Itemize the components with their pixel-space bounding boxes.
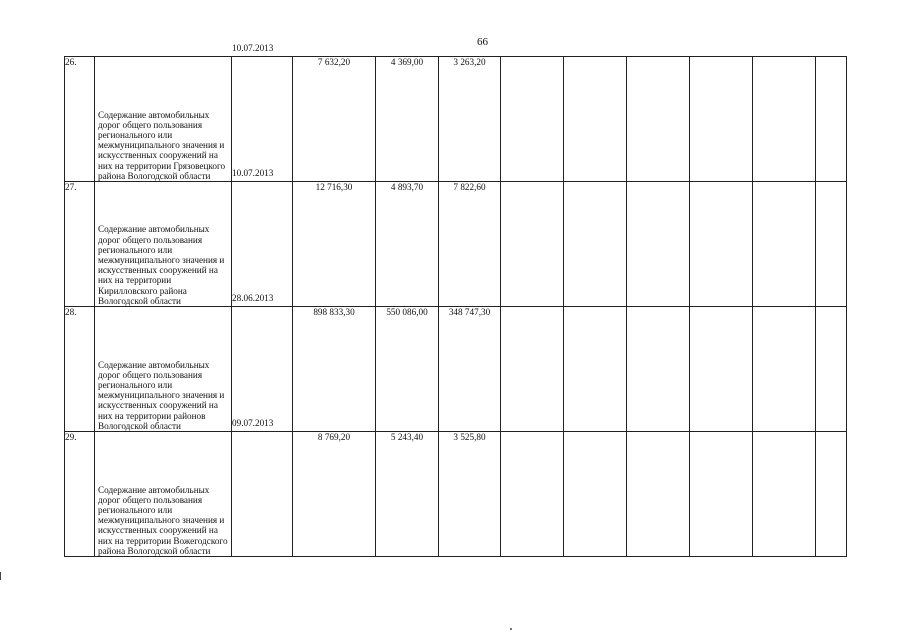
table-body bbox=[65, 43, 847, 557]
row-date: 10.07.2013 bbox=[232, 168, 274, 178]
empty-cell bbox=[753, 57, 816, 182]
empty-cell bbox=[501, 182, 564, 307]
empty-cell bbox=[753, 182, 816, 307]
row-value-3: 348 747,30 bbox=[439, 307, 501, 432]
row-number: 28. bbox=[65, 307, 95, 432]
empty-cell bbox=[753, 432, 816, 557]
row-value-total: 898 833,30 bbox=[293, 307, 376, 432]
table-row bbox=[65, 57, 847, 182]
empty-cell bbox=[816, 182, 847, 307]
empty-cell bbox=[627, 182, 690, 307]
row-date: 10.07.2013 bbox=[232, 43, 274, 53]
empty-cell bbox=[690, 57, 753, 182]
row-value-3: 3 525,80 bbox=[439, 432, 501, 557]
row-date-cell bbox=[232, 43, 293, 182]
empty-cell bbox=[564, 307, 627, 432]
row-value-2: 4 893,70 bbox=[376, 182, 439, 307]
empty-cell bbox=[627, 57, 690, 182]
row-date-cell bbox=[232, 418, 293, 557]
report-table bbox=[64, 43, 847, 557]
row-description-text: Содержание автомобильных дорог общего пользования регионального или межмуниципального значения и искусственных сооружений на них на территории Грязовецкого района Вологодской области bbox=[98, 109, 226, 181]
row-description-text: Содержание автомобильных дорог общего пользования регионального или межмуниципального значения и искусственных сооружений на них на территории Вожегодского района Вологодской области bbox=[98, 484, 228, 556]
empty-cell bbox=[690, 307, 753, 432]
empty-cell bbox=[753, 307, 816, 432]
row-description bbox=[95, 307, 232, 432]
empty-cell bbox=[627, 307, 690, 432]
row-value-3: 3 263,20 bbox=[439, 57, 501, 182]
row-description-text: Содержание автомобильных дорог общего пользования регионального или межмуниципального значения и искусственных сооружений на них на территории Кирилловского района Вологодской области bbox=[98, 224, 225, 306]
empty-cell bbox=[501, 57, 564, 182]
empty-cell bbox=[564, 182, 627, 307]
row-description bbox=[95, 432, 232, 557]
row-value-2: 550 086,00 bbox=[376, 307, 439, 432]
empty-cell bbox=[564, 432, 627, 557]
row-number: 27. bbox=[65, 182, 95, 307]
page-number: 66 bbox=[477, 36, 488, 48]
row-description-text: Содержание автомобильных дорог общего пользования регионального или межмуниципального значения и искусственных сооружений на них на территории районов Вологодской области bbox=[98, 359, 225, 431]
row-value-total: 12 716,30 bbox=[293, 182, 376, 307]
row-number: 26. bbox=[65, 57, 95, 182]
row-value-2: 5 243,40 bbox=[376, 432, 439, 557]
empty-cell bbox=[627, 432, 690, 557]
empty-cell bbox=[501, 432, 564, 557]
row-date: 28.06.2013 bbox=[232, 293, 274, 303]
row-date-cell bbox=[232, 293, 293, 432]
row-date: 09.07.2013 bbox=[232, 418, 274, 428]
scan-margin-mark bbox=[0, 572, 5, 580]
row-description bbox=[95, 182, 232, 307]
empty-cell bbox=[816, 432, 847, 557]
row-description bbox=[95, 57, 232, 182]
table-row bbox=[65, 182, 847, 307]
empty-cell bbox=[690, 432, 753, 557]
row-number: 29. bbox=[65, 432, 95, 557]
table-row bbox=[65, 432, 847, 557]
scan-dot bbox=[510, 628, 512, 630]
empty-cell bbox=[816, 57, 847, 182]
row-value-2: 4 369,00 bbox=[376, 57, 439, 182]
row-value-3: 7 822,60 bbox=[439, 182, 501, 307]
empty-cell bbox=[690, 182, 753, 307]
table-row bbox=[65, 307, 847, 432]
row-date-cell bbox=[232, 168, 293, 307]
empty-cell bbox=[501, 307, 564, 432]
row-value-total: 8 769,20 bbox=[293, 432, 376, 557]
empty-cell bbox=[564, 57, 627, 182]
empty-cell bbox=[816, 307, 847, 432]
row-value-total: 7 632,20 bbox=[293, 57, 376, 182]
